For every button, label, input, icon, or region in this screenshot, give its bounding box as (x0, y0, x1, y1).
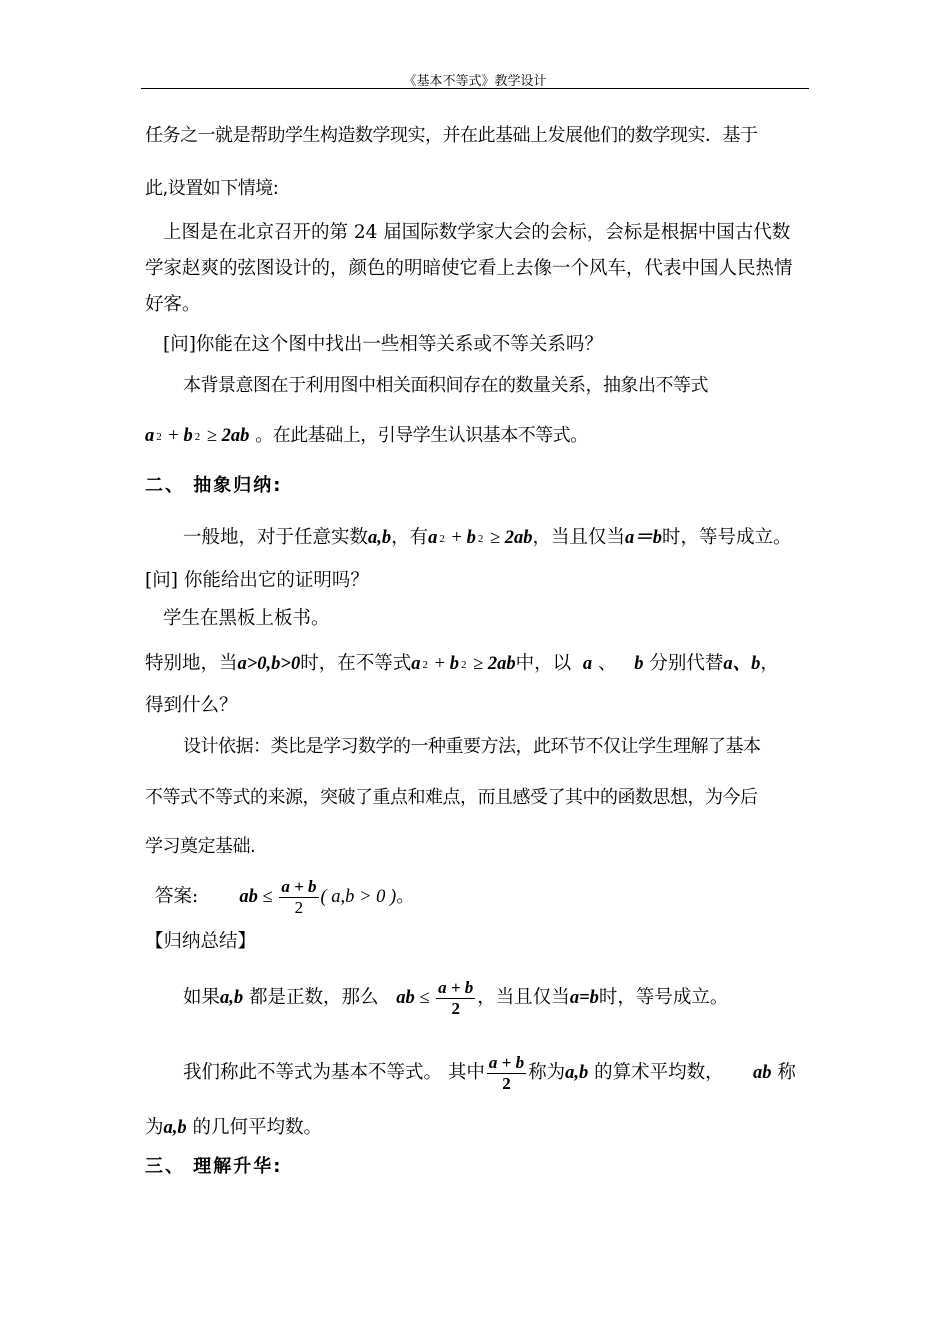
section-heading-2: 二、 抽象归纳: (145, 475, 283, 496)
paragraph-5: 学生在黑板上板书。 (163, 608, 330, 629)
paragraph-1-line-2: 此,设置如下情境: (145, 178, 279, 199)
fraction-a-plus-b-over-2: $\frac{a + b}{2}$ (488, 1052, 525, 1093)
summary-title: 【归纳总结】 (145, 931, 257, 952)
header-divider (141, 88, 809, 89)
paragraph-1-line-1: 任务之一就是帮助学生构造数学现实，并在此基础上发展他们的数学现实．基于 (145, 125, 758, 146)
formula-inequality: a 2 + b 2 ≥ 2ab (145, 426, 250, 446)
answer-line: 答案: ab ≤ $\frac{a + b}{2}$ ( a,b > 0 )。 (155, 876, 415, 917)
question-1: [问]你能在这个图中找出一些相等关系或不等关系吗？ (163, 334, 603, 355)
paragraph-2-line-2: 学家赵爽的弦图设计的，颜色的明暗使它看上去像一个风车，代表中国人民热情 (145, 258, 793, 279)
paragraph-6-line-1: 特别地，当a>0,b>0时，在不等式a 2 + b 2 ≥ 2ab中，以 a 、 b 分别代替a、b， (145, 653, 779, 674)
paragraph-2-line-1: 上图是在北京召开的第 24 届国际数学家大会的会标，会标是根据中国古代数 (163, 222, 791, 243)
question-2: [问] 你能给出它的证明吗？ (145, 570, 369, 591)
paragraph-3-line-1: 本背景意图在于利用图中相关面积间存在的数量关系，抽象出不等式 (183, 375, 708, 396)
page-header: 《基本不等式》教学设计 (403, 74, 547, 89)
paragraph-7-line-3: 学习奠定基础. (145, 836, 256, 857)
paragraph-7-line-2: 不等式不等式的来源，突破了重点和难点，而且感受了其中的函数思想，为今后 (145, 787, 758, 808)
fraction-a-plus-b-over-2: $\frac{a + b}{2}$ (281, 876, 317, 917)
fraction-a-plus-b-over-2: $\frac{a + b}{2}$ (438, 977, 474, 1018)
paragraph-8: 如果a,b 都是正数，那么 ab ≤ $\frac{a + b}{2}$ ，当且仅当a=b时，等号成立。 (183, 977, 729, 1018)
paragraph-3-line-2: a 2 + b 2 ≥ 2ab 。在此基础上，引导学生认识基本不等式。 (145, 425, 588, 446)
paragraph-7-line-1: 设计依据：类比是学习数学的一种重要方法，此环节不仅让学生理解了基本 (183, 736, 761, 757)
paragraph-9-line-1: 我们称此不等式为基本不等式。 其中 $\frac{a + b}{2}$ 称为a,b 的算术平均数， ab 称 (183, 1052, 796, 1093)
paragraph-9-line-2: 为a,b 的几何平均数。 (145, 1117, 323, 1138)
paragraph-2-line-3: 好客。 (145, 294, 201, 315)
section-heading-3: 三、 理解升华: (145, 1156, 283, 1177)
paragraph-4: 一般地，对于任意实数a,b，有a 2 + b 2 ≥ 2ab，当且仅当a＝b时，等号成立。 (183, 527, 792, 548)
paragraph-6-line-2: 得到什么？ (145, 695, 238, 716)
